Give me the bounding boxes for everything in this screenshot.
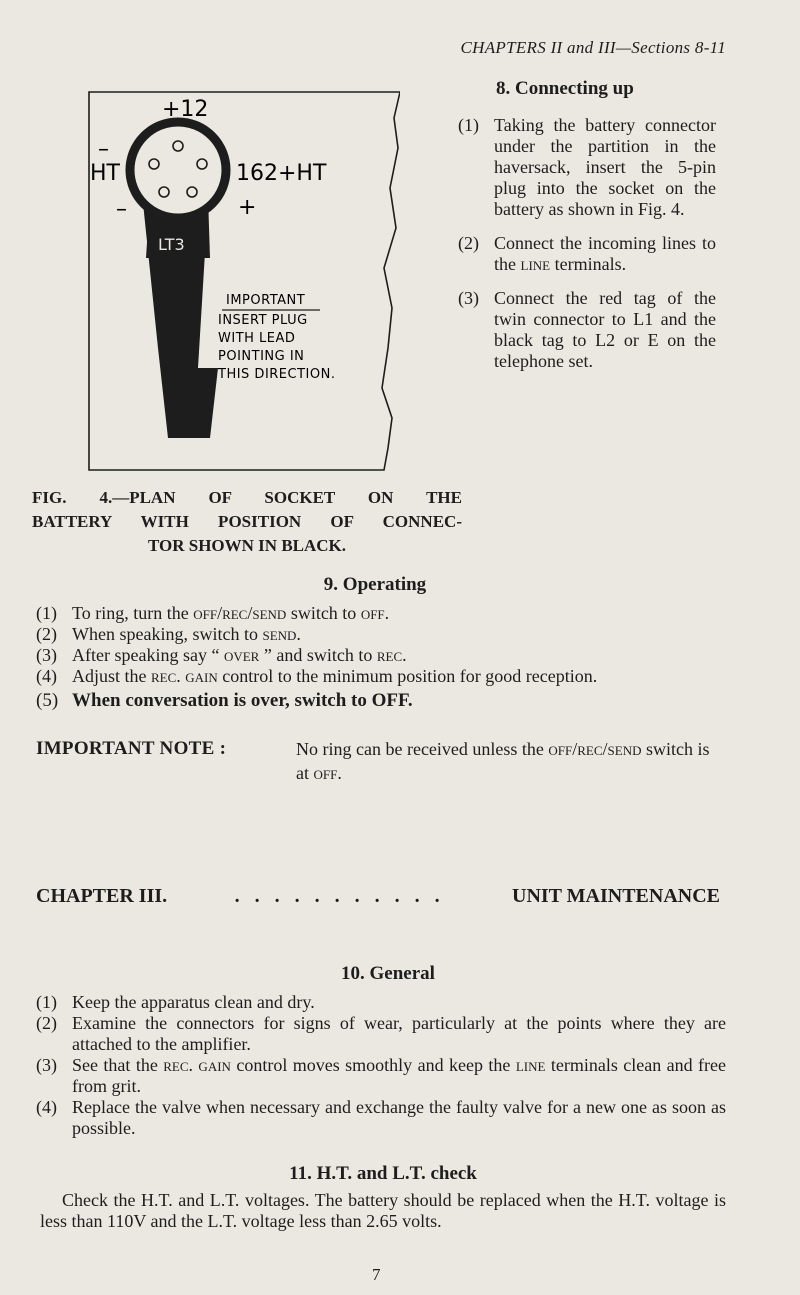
list-item: (2) Examine the connectors for signs of wear, particularly at the points where they are attached to the amplifier. (36, 1013, 726, 1054)
caption-line-1: FIG. 4.—PLAN OF SOCKET ON THE (32, 488, 462, 507)
list-item (458, 115, 716, 220)
label-plus-right: + (238, 195, 257, 220)
item-number: (2) (458, 233, 479, 253)
page-number: 7 (372, 1265, 381, 1284)
important-note-label: IMPORTANT NOTE : (36, 738, 227, 759)
label-minus-bottom: – (116, 197, 127, 222)
list-item: (2) When speaking, switch to send. (36, 624, 301, 644)
label-ht-left: HT (90, 161, 120, 186)
note-line-1: IMPORTANT (226, 293, 306, 308)
item-number: (1) (458, 115, 479, 135)
section-11-body: Check the H.T. and L.T. voltages. The battery should be replaced when the H.T. voltage is less than 110V and the L.T. voltage less than 2.65 volts. (40, 1190, 726, 1231)
figure-socket-diagram (88, 88, 400, 472)
section-10-heading: 10. General (341, 963, 435, 984)
chapter-leader-dots: . . . . . . . . . . . (234, 885, 445, 907)
socket-circle (130, 122, 226, 218)
chapter-heading (36, 885, 720, 908)
list-item: (3) See that the rec. gain control moves smoothly and keep the line terminals clean and free from grit. (36, 1055, 726, 1096)
running-head: CHAPTERS II and III—Sections 8-11 (460, 38, 726, 57)
list-item (458, 233, 716, 275)
label-162-ht: 162+HT (236, 161, 327, 186)
list-item: (1) Keep the apparatus clean and dry. (36, 992, 315, 1012)
caption-line-3: TOR SHOWN IN BLACK. (147, 536, 347, 555)
list-item (458, 288, 716, 372)
label-minus-top: – (98, 137, 109, 162)
section-10-list (36, 992, 726, 1139)
section-9-list (36, 603, 718, 711)
note-line-3: WITH LEAD (218, 331, 296, 346)
chapter-number: CHAPTER III. (36, 885, 168, 907)
line-term: line (520, 254, 551, 274)
section-8-list (458, 115, 716, 385)
section-11-heading: 11. H.T. and L.T. check (289, 1163, 477, 1184)
important-note-text: No ring can be received unless the off/rec/send switch is at off. (296, 739, 710, 783)
caption-line-2: BATTERY WITH POSITION OF CONNEC- (32, 512, 462, 531)
section-8-heading: 8. Connecting up (496, 78, 634, 99)
note-line-5: THIS DIRECTION. (218, 367, 336, 382)
list-item: (5) When conversation is over, switch to OFF. (36, 690, 413, 711)
item-text: Taking the battery connector under the partition in the haversack, insert the 5-pin plug into the socket on the battery as shown in Fig. 4. (494, 115, 716, 219)
chapter-title: UNIT MAINTENANCE (512, 885, 720, 907)
item-number: (3) (458, 288, 479, 308)
list-item: (3) After speaking say “ over ” and switch to rec. (36, 645, 407, 665)
label-lt3: LT3 (158, 235, 185, 254)
figure-caption (32, 486, 462, 558)
item-text: Connect the incoming lines to the line terminals. (494, 233, 716, 274)
list-item: (4) Replace the valve when necessary and exchange the faulty valve for a new one as soon as possible. (36, 1097, 726, 1138)
item-text: Connect the red tag of the twin connector to L1 and the black tag to L2 or E on the telephone set. (494, 288, 716, 371)
list-item: (1) To ring, turn the off/rec/send switch to off. (36, 603, 390, 623)
section-9-heading: 9. Operating (323, 574, 427, 595)
label-plus12: +12 (162, 97, 209, 122)
list-item: (4) Adjust the rec. gain control to the minimum position for good reception. (36, 666, 598, 686)
note-line-4: POINTING IN (218, 349, 305, 364)
note-line-2: INSERT PLUG (218, 313, 308, 328)
